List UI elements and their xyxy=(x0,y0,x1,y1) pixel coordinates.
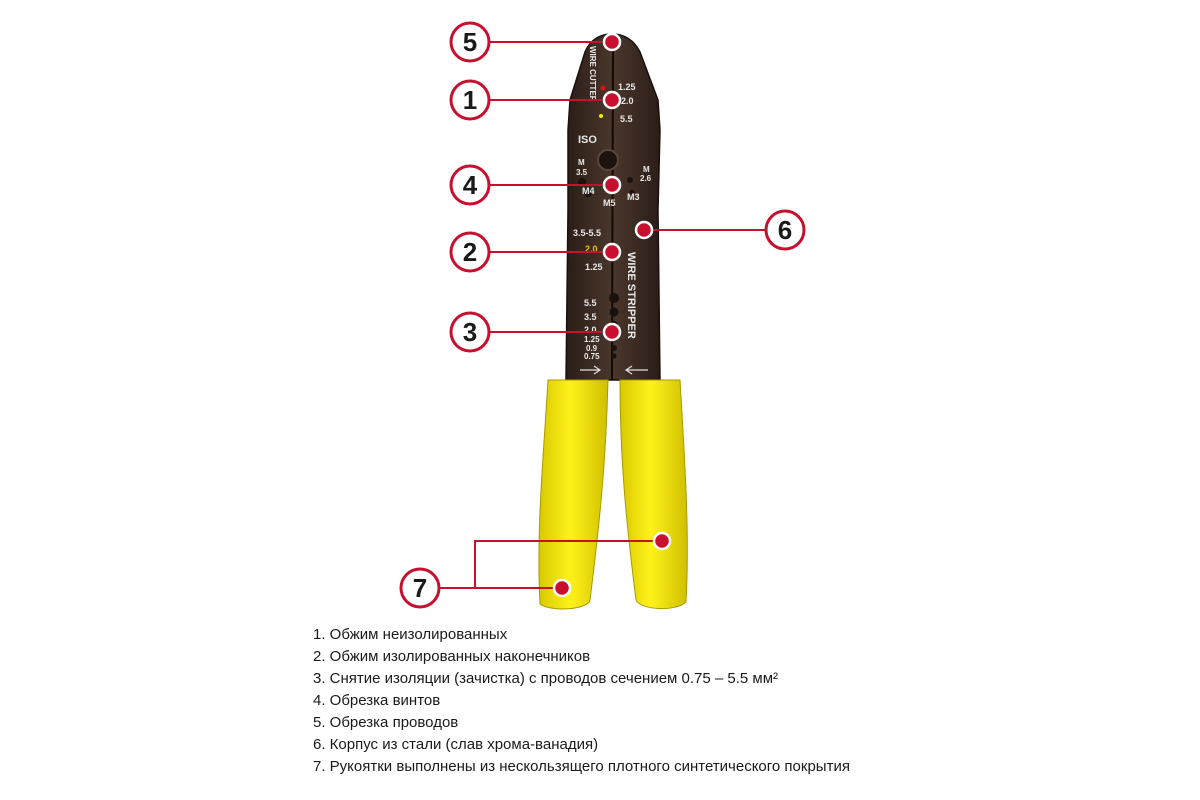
callout-number: 7 xyxy=(412,573,428,603)
crimp-dot-yellow xyxy=(599,114,603,118)
screw-label: 2.6 xyxy=(640,174,652,183)
target-dot-7b xyxy=(554,580,570,596)
callout-6 xyxy=(766,211,804,249)
strip-notch xyxy=(612,354,617,359)
strip-notch xyxy=(609,293,619,303)
callout-number: 3 xyxy=(462,317,478,347)
strip-size: 5.5 xyxy=(584,298,597,308)
screw-label: M xyxy=(578,158,585,167)
right-handle xyxy=(620,380,687,609)
target-dot-2 xyxy=(604,244,620,260)
crimping-tool xyxy=(539,34,687,609)
crimp-size-top: 2.0 xyxy=(621,96,634,106)
callout-number: 5 xyxy=(462,27,478,57)
callout-3 xyxy=(451,313,489,351)
crimp-size-top: 5.5 xyxy=(620,114,633,124)
strip-size: 3.5 xyxy=(584,312,597,322)
strip-size: 0.75 xyxy=(584,352,600,361)
legend-item: 1. Обжим неизолированных xyxy=(313,626,508,643)
strip-size: 2.0 xyxy=(584,325,597,335)
callout-number: 6 xyxy=(777,215,793,245)
legend-item: 6. Корпус из стали (слав хрома-ванадия) xyxy=(313,736,599,753)
target-dot-1 xyxy=(604,92,620,108)
target-dot-7a xyxy=(654,533,670,549)
legend-item: 2. Обжим изолированных наконечников xyxy=(313,648,591,665)
left-handle xyxy=(539,380,608,609)
wire-cutter-label: WIRE CUTTER xyxy=(588,46,597,102)
screw-label: M xyxy=(643,165,650,174)
callout-7 xyxy=(401,569,439,607)
strip-size: 0.9 xyxy=(586,344,598,353)
legend-item: 4. Обрезка винтов xyxy=(313,692,441,709)
screw-label: M3 xyxy=(627,192,640,202)
crimp-size-mid: 2.0 xyxy=(585,244,598,254)
crimp-size-mid: 1.25 xyxy=(585,262,603,272)
target-dot-5 xyxy=(604,34,620,50)
legend-item: 3. Снятие изоляции (зачистка) с проводов сечением 0.75 – 5.5 мм² xyxy=(313,670,779,687)
target-dot-3 xyxy=(604,324,620,340)
wire-stripper-label: WIRE STRIPPER xyxy=(625,252,637,339)
strip-notch xyxy=(611,345,617,351)
target-dot-4 xyxy=(604,177,620,193)
screw-label: 3.5 xyxy=(576,168,588,177)
crimp-size-mid: 3.5-5.5 xyxy=(573,228,602,238)
callout-5 xyxy=(451,23,489,61)
crimp-dot-red xyxy=(601,86,606,91)
screw-label: M5 xyxy=(603,198,616,208)
callout-number: 4 xyxy=(462,170,478,200)
screw-label: M4 xyxy=(582,186,595,196)
feature-legend xyxy=(313,624,850,778)
target-dot-6 xyxy=(636,222,652,238)
callout-1 xyxy=(451,81,489,119)
callout-2 xyxy=(451,233,489,271)
strip-notch xyxy=(610,308,619,317)
callout-number: 2 xyxy=(462,237,478,267)
callout-4 xyxy=(451,166,489,204)
iso-label: ISO xyxy=(578,134,597,146)
crimp-size-top: 1.25 xyxy=(618,82,636,92)
legend-item: 5. Обрезка проводов xyxy=(313,714,459,731)
strip-size: 1.25 xyxy=(584,335,600,344)
callout-number: 1 xyxy=(462,85,478,115)
legend-item: 7. Рукоятки выполнены из нескользящего плотного синтетического покрытия xyxy=(313,758,850,775)
pivot-bolt xyxy=(598,150,618,170)
screw-hole xyxy=(627,177,633,183)
